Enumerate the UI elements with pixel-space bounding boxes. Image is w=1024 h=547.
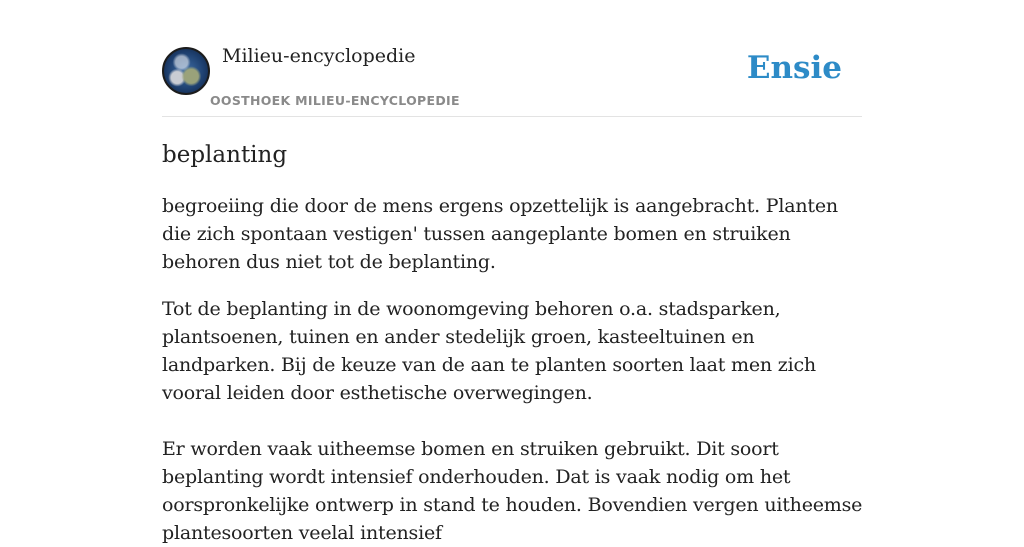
article-paragraph: begroeiing die door de mens ergens opzettelijk is aangebracht. Planten die zich spontaan vestigen' tussen aangeplante bomen en struiken behoren dus niet tot de beplanting. — [162, 195, 838, 273]
earth-globe-icon[interactable] — [162, 47, 210, 95]
article-paragraph: Tot de beplanting in de woonomgeving behoren o.a. stadsparken, plantsoenen, tuinen en ander stedelijk groen, kasteeltuinen en landparken. Bij de keuze van de aan te planten soorten laat men zich vooral leiden door esthetische overwegingen. — [162, 298, 816, 404]
page-title: beplanting — [162, 142, 288, 168]
ensie-logo-link[interactable]: Ensie — [746, 50, 842, 86]
article — [162, 140, 864, 547]
site-header — [162, 0, 862, 117]
site-name[interactable]: Milieu-encyclopedie — [222, 45, 416, 67]
site-subtitle: OOSTHOEK MILIEU-ENCYCLOPEDIE — [210, 93, 460, 108]
article-paragraph: Er worden vaak uitheemse bomen en struiken gebruikt. Dit soort beplanting wordt intensief onderhouden. Dat is vaak nodig om het oorspronkelijke ontwerp in stand te houden. Bovendien vergen uitheemse plantesoorten veelal intensief — [162, 438, 863, 544]
